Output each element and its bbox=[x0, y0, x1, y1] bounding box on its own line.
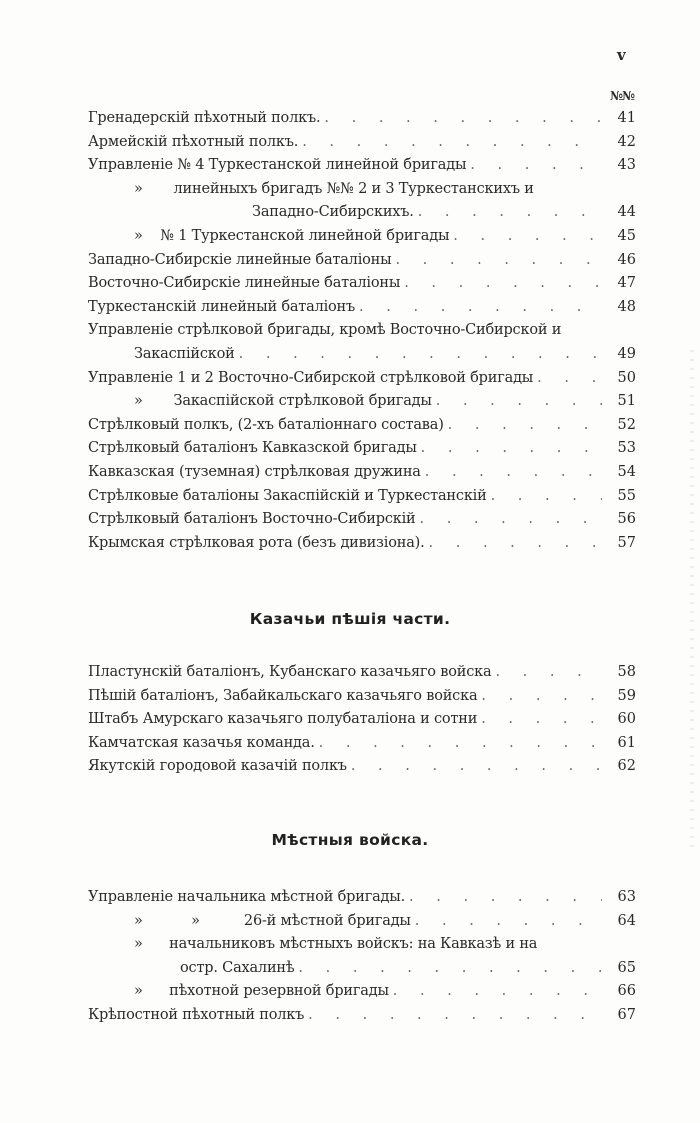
leader-dots bbox=[320, 106, 602, 130]
entry-title: Армейскій пѣхотный полкъ. bbox=[88, 133, 299, 150]
entry-title: Камчатская казачья команда. bbox=[88, 734, 315, 751]
leader-dots bbox=[405, 885, 602, 909]
scan-edge-marks bbox=[690, 350, 694, 850]
entry-title: Восточно-Сибирскіе линейные баталіоны bbox=[88, 275, 401, 292]
entry-title: Управленіе начальника мѣстной бригады. bbox=[88, 889, 406, 905]
entry-number: 57 bbox=[617, 534, 636, 551]
entry-title: Западно-Сибирскіе линейные баталіоны bbox=[88, 251, 392, 268]
toc-entry-line bbox=[134, 389, 636, 413]
entry-title: Западно-Сибирскихъ. bbox=[252, 204, 414, 221]
toc-entry-line bbox=[88, 153, 636, 177]
section-heading: Казачьи пѣшія части. bbox=[249, 610, 451, 628]
entry-number: 45 bbox=[617, 228, 636, 244]
toc-entry-line bbox=[88, 707, 636, 731]
entry-number: 55 bbox=[617, 487, 636, 504]
entry-title: Стрѣлковый баталіонъ Кавказской бригады bbox=[88, 440, 417, 457]
entry-number: 54 bbox=[617, 464, 636, 480]
entry-title: Управленіе № 4 Туркестанской линейной бригады bbox=[88, 157, 467, 174]
leader-dots bbox=[298, 130, 602, 154]
entry-number: 63 bbox=[617, 889, 636, 905]
entry-number: 51 bbox=[617, 393, 636, 410]
entry-number: 48 bbox=[617, 298, 636, 315]
entry-number: 58 bbox=[617, 664, 636, 680]
entry-number: 66 bbox=[617, 983, 636, 1000]
leader-dots bbox=[389, 979, 602, 1003]
entry-title: » Закаспійской стрѣлковой бригады bbox=[134, 393, 432, 410]
entry-number: 52 bbox=[617, 416, 636, 433]
toc-entry-line bbox=[252, 200, 636, 224]
leader-dots bbox=[304, 1003, 602, 1027]
leader-dots bbox=[444, 413, 602, 437]
leader-dots bbox=[400, 271, 602, 295]
entry-title: Стрѣлковые баталіоны Закаспійскій и Туркестанскій bbox=[88, 487, 487, 504]
entry-title: » начальниковъ мѣстныхъ войскъ: на Кавказѣ и на bbox=[134, 936, 538, 953]
toc-entry-line bbox=[134, 932, 636, 956]
leader-dots bbox=[347, 754, 602, 778]
leader-dots bbox=[432, 389, 602, 413]
leader-dots bbox=[411, 909, 602, 933]
toc-entry-line bbox=[134, 177, 636, 201]
entry-number: 43 bbox=[617, 157, 636, 174]
toc-entry-line bbox=[88, 531, 636, 555]
entry-number: 47 bbox=[617, 275, 636, 292]
entry-number: 50 bbox=[617, 369, 636, 386]
entry-number: 49 bbox=[617, 346, 636, 362]
entry-title: Управленіе стрѣлковой бригады, кромѣ Восточно-Сибирской и bbox=[88, 322, 562, 339]
leader-dots bbox=[487, 484, 602, 508]
number-column-header: №№ bbox=[610, 89, 635, 103]
leader-dots bbox=[315, 731, 602, 755]
entry-number: 56 bbox=[617, 511, 636, 528]
toc-entry-line bbox=[88, 885, 636, 909]
entry-title: » № 1 Туркестанской линейной бригады bbox=[134, 228, 450, 244]
toc-entry-line bbox=[134, 224, 636, 248]
entry-number: 41 bbox=[617, 110, 636, 126]
entry-title: Гренадерскій пѣхотный полкъ. bbox=[88, 110, 321, 126]
leader-dots bbox=[449, 224, 602, 248]
toc-entry-line bbox=[88, 684, 636, 708]
entry-title: Крымская стрѣлковая рота (безъ дивизіона). bbox=[88, 534, 425, 551]
toc-entry-line bbox=[88, 660, 636, 684]
entry-title: остр. Сахалинѣ bbox=[180, 959, 295, 976]
toc-entry-line bbox=[180, 956, 636, 980]
toc-entry-line bbox=[88, 413, 636, 437]
leader-dots bbox=[466, 153, 602, 177]
toc-entry-line bbox=[88, 436, 636, 460]
toc-entry-line bbox=[88, 731, 636, 755]
leader-dots bbox=[355, 295, 602, 319]
entry-number: 64 bbox=[617, 912, 636, 929]
page-number: v bbox=[617, 46, 626, 64]
toc-entry-line bbox=[88, 106, 636, 130]
toc-entry-line bbox=[88, 754, 636, 778]
toc-entry-line bbox=[134, 342, 636, 366]
entry-title: Стрѣлковый баталіонъ Восточно-Сибирскій bbox=[88, 511, 416, 528]
entry-number: 60 bbox=[617, 711, 636, 728]
entry-title: » линейныхъ бригадъ №№ 2 и 3 Туркестанскихъ и bbox=[134, 180, 534, 197]
leader-dots bbox=[235, 342, 602, 366]
toc-entry-line bbox=[88, 318, 636, 342]
toc-entry-line bbox=[88, 295, 636, 319]
leader-dots bbox=[421, 460, 602, 484]
toc-entry-line bbox=[88, 460, 636, 484]
toc-entry-line bbox=[88, 484, 636, 508]
leader-dots bbox=[533, 366, 602, 390]
entry-title: Туркестанскій линейный баталіонъ bbox=[88, 298, 356, 315]
entry-title: » » 26-й мѣстной бригады bbox=[134, 912, 411, 929]
leader-dots bbox=[416, 507, 603, 531]
entry-number: 67 bbox=[617, 1007, 636, 1023]
leader-dots bbox=[391, 248, 602, 272]
entry-title: Якутскій городовой казачій полкъ bbox=[88, 758, 347, 775]
entry-number: 42 bbox=[617, 133, 636, 150]
entry-title: Кавказская (туземная) стрѣлковая дружина bbox=[88, 464, 421, 480]
entry-number: 61 bbox=[617, 734, 636, 751]
leader-dots bbox=[294, 956, 602, 980]
toc-entry-line bbox=[88, 248, 636, 272]
entry-title: Закаспійской bbox=[134, 346, 235, 362]
entry-title: Пластунскій баталіонъ, Кубанскаго казачьяго войска bbox=[88, 664, 492, 680]
leader-dots bbox=[491, 660, 602, 684]
entry-number: 53 bbox=[617, 440, 636, 457]
leader-dots bbox=[477, 684, 602, 708]
entry-number: 65 bbox=[617, 959, 636, 976]
leader-dots bbox=[477, 707, 602, 731]
leader-dots bbox=[414, 200, 602, 224]
entry-title: Крѣпостной пѣхотный полкъ bbox=[88, 1007, 305, 1023]
entry-title: Управленіе 1 и 2 Восточно-Сибирской стрѣлковой бригады bbox=[88, 369, 534, 386]
toc-entry-line bbox=[88, 271, 636, 295]
entry-title: Штабъ Амурскаго казачьяго полубаталіона и сотни bbox=[88, 711, 478, 728]
entry-title: Пѣшій баталіонъ, Забайкальскаго казачьяго войска bbox=[88, 687, 478, 704]
entry-number: 59 bbox=[617, 687, 636, 704]
entry-number: 46 bbox=[617, 251, 636, 268]
section-heading: Мѣстныя войска. bbox=[271, 831, 429, 849]
toc-entry-line bbox=[88, 507, 636, 531]
entry-title: Стрѣлковый полкъ, (2-хъ баталіоннаго состава) bbox=[88, 416, 444, 433]
toc-entry-line bbox=[134, 909, 636, 933]
toc-entry-line bbox=[88, 1003, 636, 1027]
toc-entry-line bbox=[134, 979, 636, 1003]
toc-entry-line bbox=[88, 130, 636, 154]
leader-dots bbox=[417, 436, 602, 460]
leader-dots bbox=[425, 531, 602, 555]
entry-title: » пѣхотной резервной бригады bbox=[134, 983, 389, 1000]
entry-number: 62 bbox=[617, 758, 636, 775]
entry-number: 44 bbox=[617, 204, 636, 221]
toc-entry-line bbox=[88, 366, 636, 390]
